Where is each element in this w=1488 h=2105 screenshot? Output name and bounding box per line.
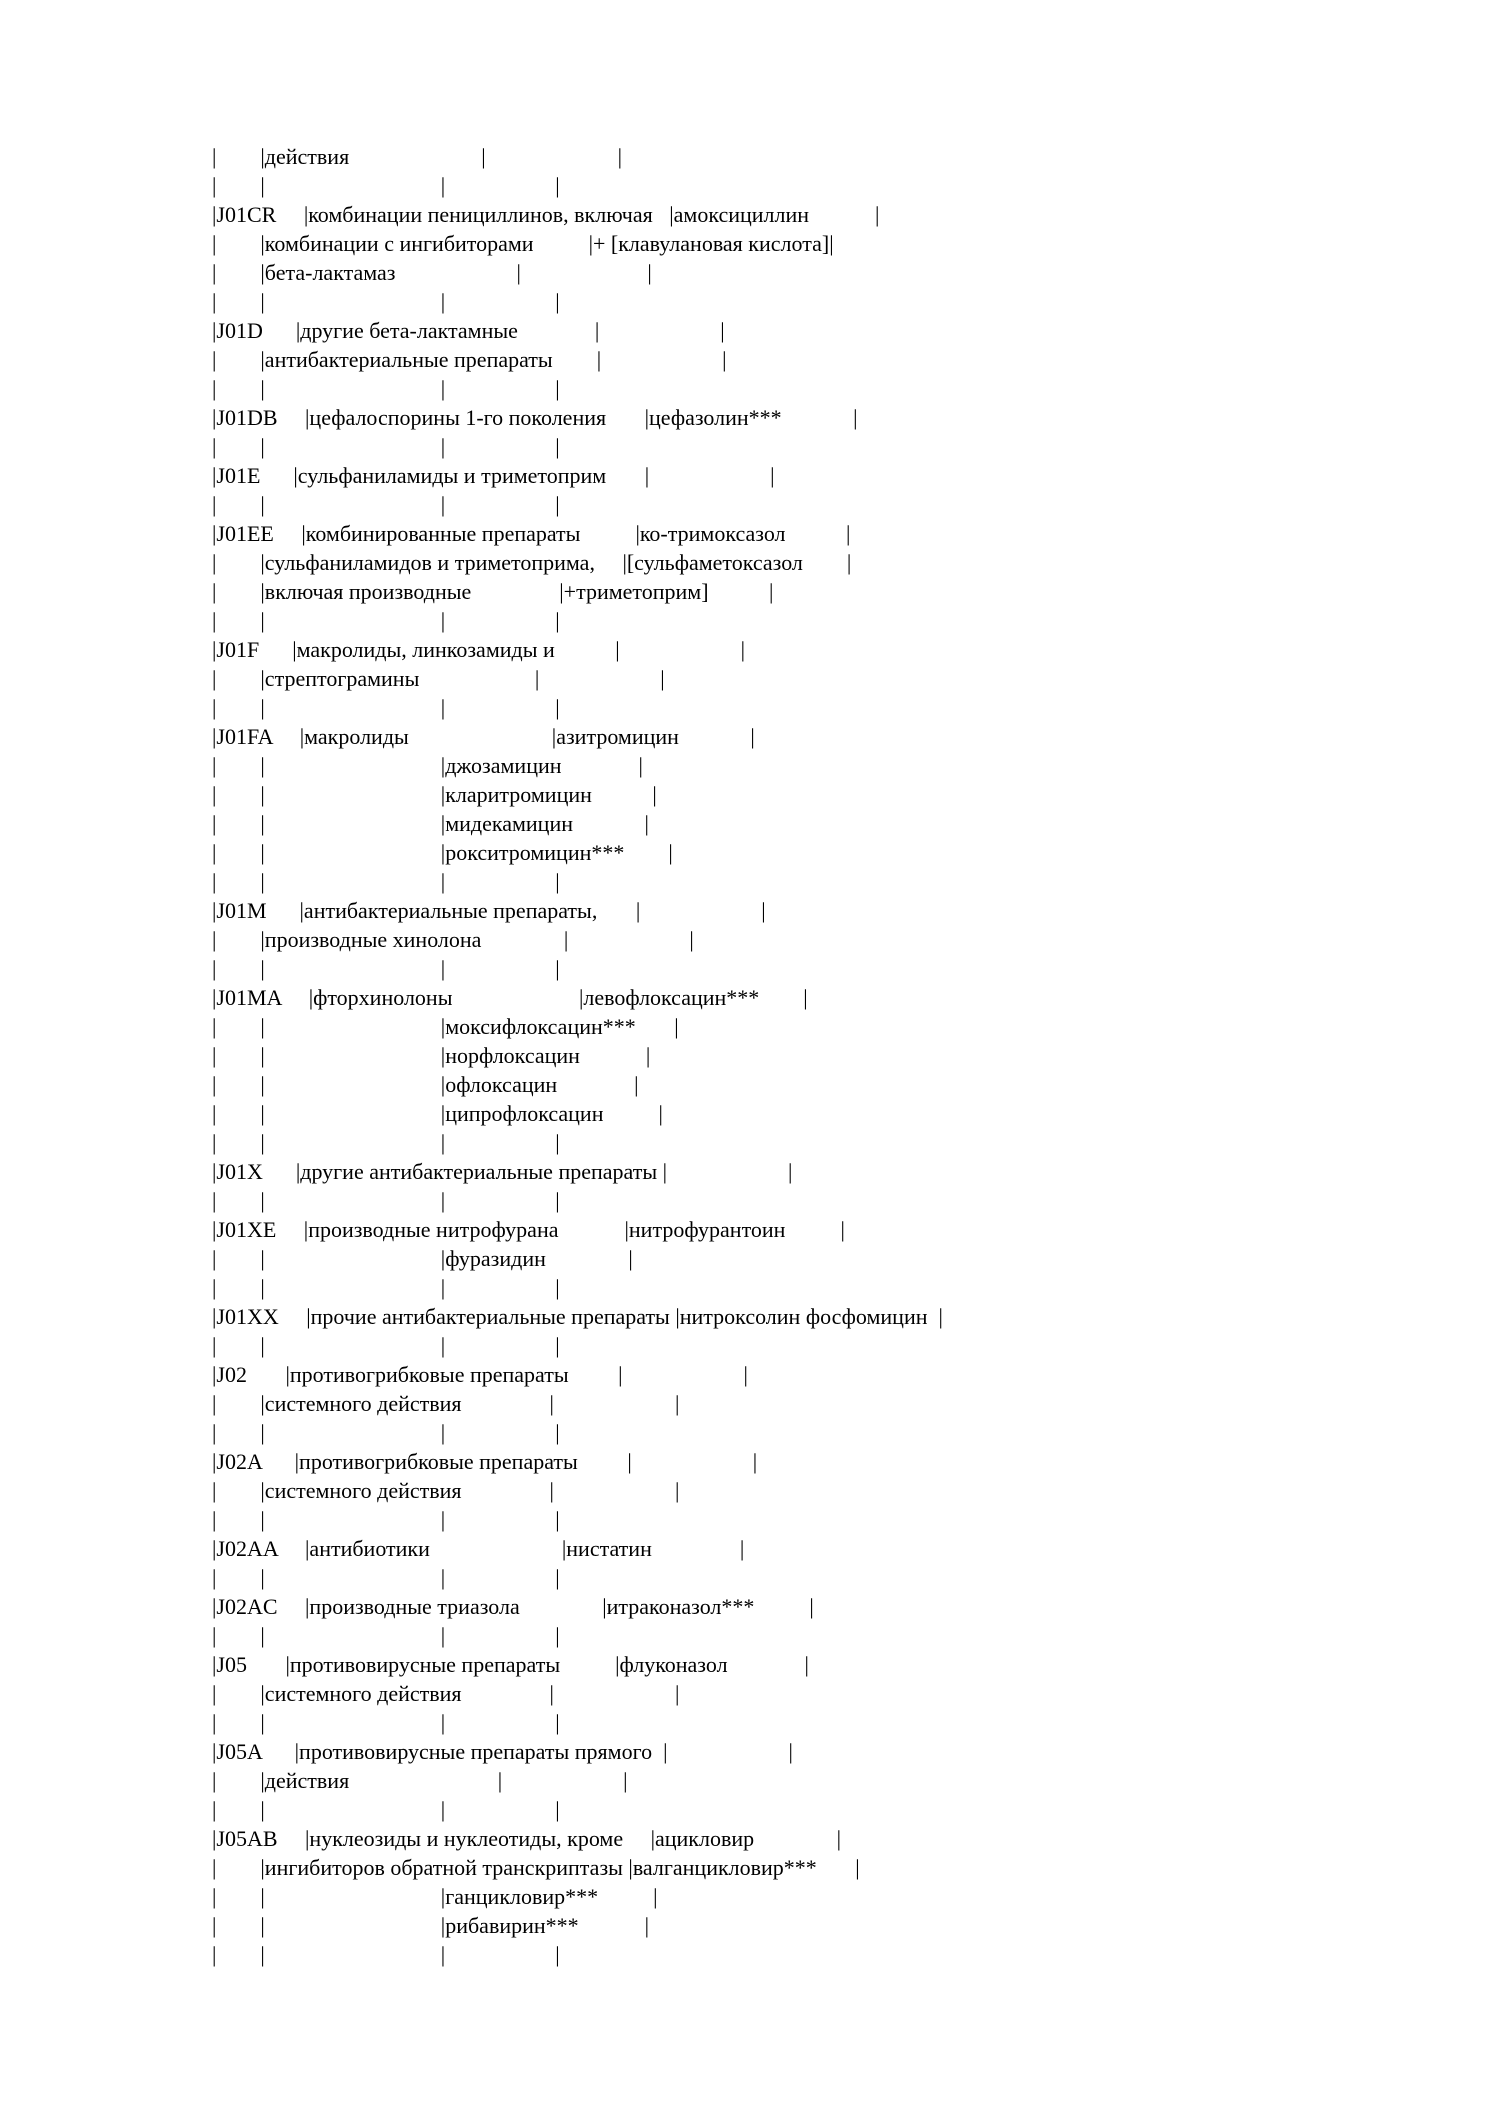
table-text-line: | | | | xyxy=(212,1130,560,1155)
table-text-line: | | | | xyxy=(212,492,560,517)
table-text-line: | | | | xyxy=(212,434,560,459)
table-text-line: | | |ганцикловир*** | xyxy=(212,1884,658,1909)
table-text-line: | | | | xyxy=(212,608,560,633)
table-text-line: | | |фуразидин | xyxy=(212,1246,633,1271)
table-text-line: | |сульфаниламидов и триметоприма, |[сульфаметоксазол | xyxy=(212,550,852,575)
table-text-line: | | |норфлоксацин | xyxy=(212,1043,651,1068)
table-text-line: |J01DB |цефалоспорины 1-го поколения |цефазолин*** | xyxy=(212,405,858,430)
table-text-line: | |бета-лактамаз | | xyxy=(212,260,652,285)
table-text-line: | | |рокситромицин*** | xyxy=(212,840,673,865)
table-text-line: | | | | xyxy=(212,1565,560,1590)
table-text-line: |J01F |макролиды, линкозамиды и | | xyxy=(212,637,746,662)
table-text-line: | | | | xyxy=(212,1275,560,1300)
table-text-line: |J01E |сульфаниламиды и триметоприм | | xyxy=(212,463,775,488)
table-text-line: | | | | xyxy=(212,1623,560,1648)
table-text-line: | |действия | | xyxy=(212,144,623,169)
table-text-line: |J01XX |прочие антибактериальные препараты |нитроксолин фосфомицин | xyxy=(212,1304,943,1329)
table-text-line: | |системного действия | | xyxy=(212,1681,680,1706)
table-text-line: |J02AA |антибиотики |нистатин | xyxy=(212,1536,745,1561)
drug-classification-table xyxy=(212,142,943,1969)
table-text-line: |J01X |другие антибактериальные препараты | | xyxy=(212,1159,793,1184)
table-text-line: |J01XE |производные нитрофурана |нитрофурантоин | xyxy=(212,1217,845,1242)
table-text-line: |J01D |другие бета-лактамные | | xyxy=(212,318,725,343)
table-text-line: |J05 |противовирусные препараты |флуконазол | xyxy=(212,1652,809,1677)
table-text-line: | | |джозамицин | xyxy=(212,753,643,778)
table-text-line: | | | | xyxy=(212,1797,560,1822)
table-text-line: | |производные хинолона | | xyxy=(212,927,694,952)
table-text-line: | | | | xyxy=(212,1188,560,1213)
table-text-line: | | | | xyxy=(212,695,560,720)
table-text-line: | |системного действия | | xyxy=(212,1478,680,1503)
table-text-line: | | | | xyxy=(212,289,560,314)
table-text-line: |J01FA |макролиды |азитромицин | xyxy=(212,724,755,749)
table-text-line: | | |моксифлоксацин*** | xyxy=(212,1014,679,1039)
table-text-line: |J01M |антибактериальные препараты, | | xyxy=(212,898,766,923)
table-text-line: | |стрептограмины | | xyxy=(212,666,665,691)
table-text-line: | | |офлоксацин | xyxy=(212,1072,639,1097)
table-text-line: | | | | xyxy=(212,376,560,401)
table-text-line: |J02 |противогрибковые препараты | | xyxy=(212,1362,748,1387)
table-text-line: | | | | xyxy=(212,173,560,198)
table-text-line: | |ингибиторов обратной транскриптазы |валганцикловир*** | xyxy=(212,1855,860,1880)
table-text-line: | | | | xyxy=(212,1333,560,1358)
table-text-line: |J01MA |фторхинолоны |левофлоксацин*** | xyxy=(212,985,808,1010)
table-text-line: |J01EE |комбинированные препараты |ко-тримоксазол | xyxy=(212,521,851,546)
table-text-line: |J02A |противогрибковые препараты | | xyxy=(212,1449,758,1474)
table-text-line: | |включая производные |+триметоприм] | xyxy=(212,579,774,604)
table-text-line: |J02AC |производные триазола |итраконазол*** | xyxy=(212,1594,814,1619)
table-text-line: | | |рибавирин*** | xyxy=(212,1913,650,1938)
table-text-line: | | |ципрофлоксацин | xyxy=(212,1101,663,1126)
table-text-line: | | | | xyxy=(212,1942,560,1967)
table-text-line: |J05A |противовирусные препараты прямого | | xyxy=(212,1739,793,1764)
table-text-line: | |системного действия | | xyxy=(212,1391,680,1416)
table-text-line: | | | | xyxy=(212,1420,560,1445)
table-text-line: | |комбинации с ингибиторами |+ [клавулановая кислота]| xyxy=(212,231,834,256)
table-text-line: | |антибактериальные препараты | | xyxy=(212,347,727,372)
table-text-line: | |действия | | xyxy=(212,1768,628,1793)
table-text-line: | | |мидекамицин | xyxy=(212,811,649,836)
table-text-line: | | | | xyxy=(212,1507,560,1532)
table-text-line: |J01CR |комбинации пенициллинов, включая |амоксициллин | xyxy=(212,202,880,227)
table-text-line: |J05AB |нуклеозиды и нуклеотиды, кроме |ацикловир | xyxy=(212,1826,842,1851)
table-text-line: | | | | xyxy=(212,956,560,981)
table-text-line: | | |кларитромицин | xyxy=(212,782,657,807)
table-text-line: | | | | xyxy=(212,1710,560,1735)
table-text-line: | | | | xyxy=(212,869,560,894)
